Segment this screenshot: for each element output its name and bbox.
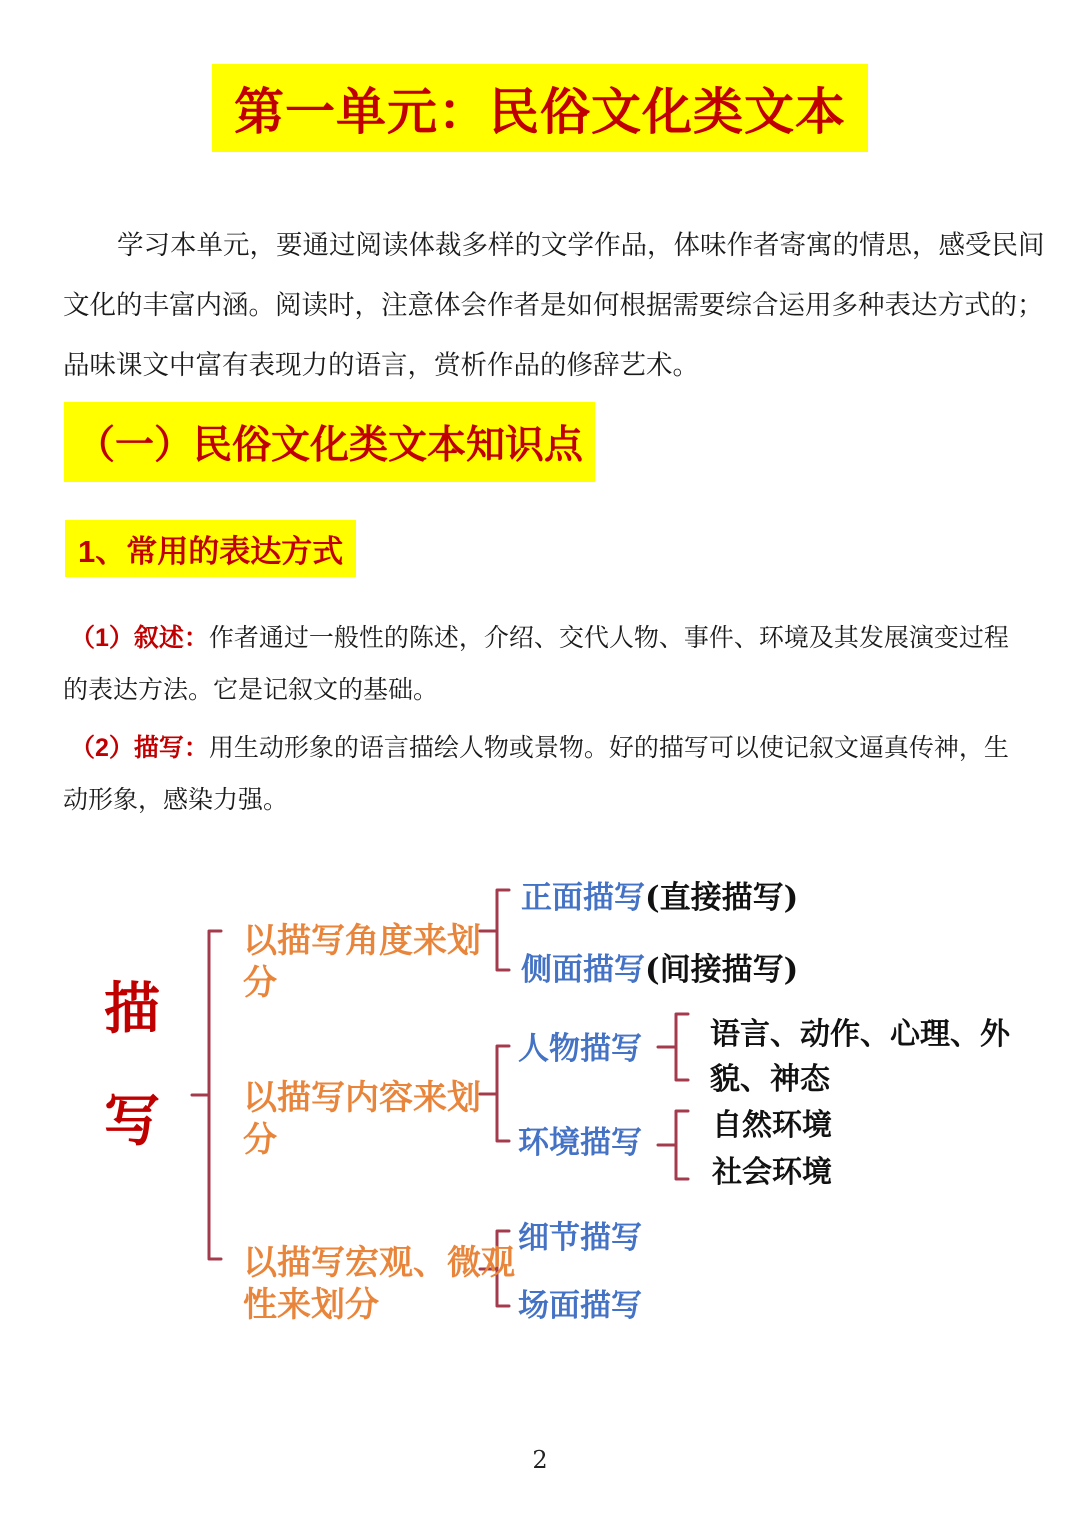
diagram-node-environment-description: 环境描写 — [518, 1125, 642, 1161]
item-2-text: 用生动形象的语言描绘人物或景物。好的描写可以使记叙文逼真传神，生 — [208, 734, 1009, 762]
diagram-node-front-description — [521, 881, 798, 915]
item-1-line-2: 的表达方法。它是记叙文的基础。 — [63, 676, 439, 704]
diagram-node-character-description: 人物描写 — [518, 1031, 642, 1067]
item-2-line-2: 动形象，感染力强。 — [63, 786, 289, 814]
branch-by-content-line-1: 以描写内容来划 — [243, 1078, 481, 1118]
intro-paragraph-line-2: 文化的丰富内涵。阅读时，注意体会作者是如何根据需要综合运用多种表达方式的； — [63, 290, 1044, 320]
unit-title: 第一单元：民俗文化类文本 — [234, 84, 846, 140]
sub-heading: 1、常用的表达方式 — [78, 534, 344, 569]
branch-by-angle-line-1: 以描写角度来划 — [243, 921, 481, 961]
diagram-node-side-description — [521, 953, 798, 987]
unit-title-banner — [212, 64, 868, 152]
bracket-branch1-children — [480, 890, 509, 970]
branch-by-angle-line-2: 分 — [243, 963, 277, 1003]
character-traits-line-1: 语言、动作、心理、外 — [710, 1017, 1010, 1052]
item-1-label: （1）叙述： — [70, 624, 209, 652]
diagram-detail-character-traits — [710, 1012, 1010, 1102]
diagram-root-char-2: 写 — [104, 1088, 160, 1154]
diagram-branch-by-scale — [243, 1242, 515, 1326]
intro-paragraph-line-1: 学习本单元，要通过阅读体裁多样的文学作品，体味作者寄寓的情思，感受民间 — [117, 230, 1045, 260]
section-heading: （一）民俗文化类文本知识点 — [76, 424, 584, 467]
diagram-branch-by-angle — [243, 920, 481, 1004]
branch-by-scale-line-2: 性来划分 — [243, 1285, 379, 1325]
side-description-note: (间接描写) — [645, 952, 799, 988]
section-heading-banner — [64, 402, 595, 482]
page-number: 2 — [532, 1446, 548, 1474]
bracket-branch2-children — [480, 1046, 509, 1141]
bracket-environment-description-details — [658, 1111, 688, 1179]
branch-by-scale-line-1: 以描写宏观、微观 — [243, 1243, 515, 1283]
item-1-text: 作者通过一般性的陈述，介绍、交代人物、事件、环境及其发展演变过程 — [208, 624, 1009, 652]
bracket-character-description-details — [658, 1014, 688, 1080]
character-traits-line-2: 貌、神态 — [710, 1062, 830, 1097]
intro-paragraph-line-3: 品味课文中富有表现力的语言，赏析作品的修辞艺术。 — [63, 350, 699, 380]
diagram-detail-social-environment: 社会环境 — [712, 1155, 832, 1190]
diagram-detail-natural-environment: 自然环境 — [712, 1108, 832, 1143]
diagram-root-char-1: 描 — [104, 976, 160, 1042]
diagram-node-scene-description: 场面描写 — [518, 1288, 642, 1324]
diagram-node-detail-description: 细节描写 — [518, 1220, 642, 1256]
side-description-label: 侧面描写 — [521, 952, 645, 988]
diagram-branch-by-content — [243, 1077, 481, 1161]
front-description-note: (直接描写) — [645, 880, 799, 916]
item-2-line-1 — [70, 732, 1009, 765]
sub-heading-banner — [65, 520, 356, 577]
item-2-label: （2）描写： — [70, 734, 209, 762]
branch-by-content-line-2: 分 — [243, 1120, 277, 1160]
bracket-root-to-branches — [192, 931, 221, 1259]
item-1-line-1 — [70, 622, 1009, 655]
front-description-label: 正面描写 — [521, 880, 645, 916]
